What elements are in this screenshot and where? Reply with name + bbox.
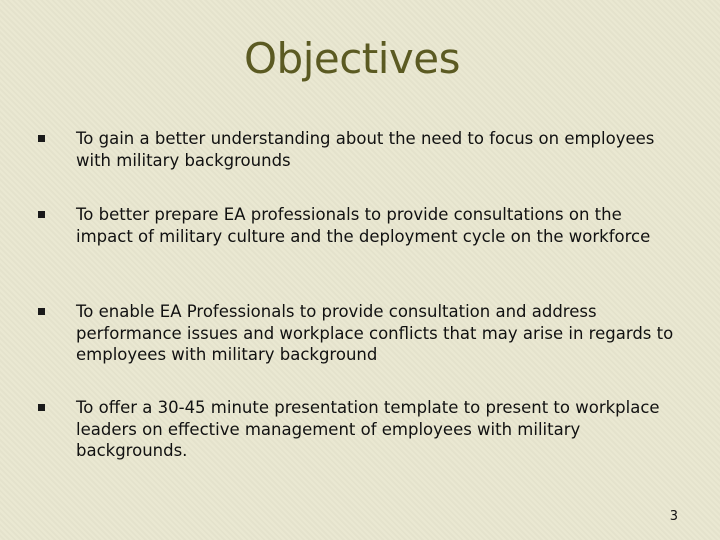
bullet-text: To enable EA Professionals to provide consultation and address performance issues and workplace conflicts that may arise in regards to employees with military background [76,302,674,364]
square-bullet-icon [38,135,45,142]
bullet-text: To better prepare EA professionals to provide consultations on the impact of military culture and the deployment cycle on the workforce [76,205,651,246]
slide-title: Objectives [243,34,461,83]
bullet-text: To gain a better understanding about the need to focus on employees with military backgrounds [76,129,655,170]
page-number: 3 [669,509,678,524]
square-bullet-icon [38,211,45,218]
square-bullet-icon [38,308,45,315]
bullet-text: To offer a 30-45 minute presentation template to present to workplace leaders on effective management of employees with military backgrounds. [76,398,660,460]
square-bullet-icon [38,404,45,411]
